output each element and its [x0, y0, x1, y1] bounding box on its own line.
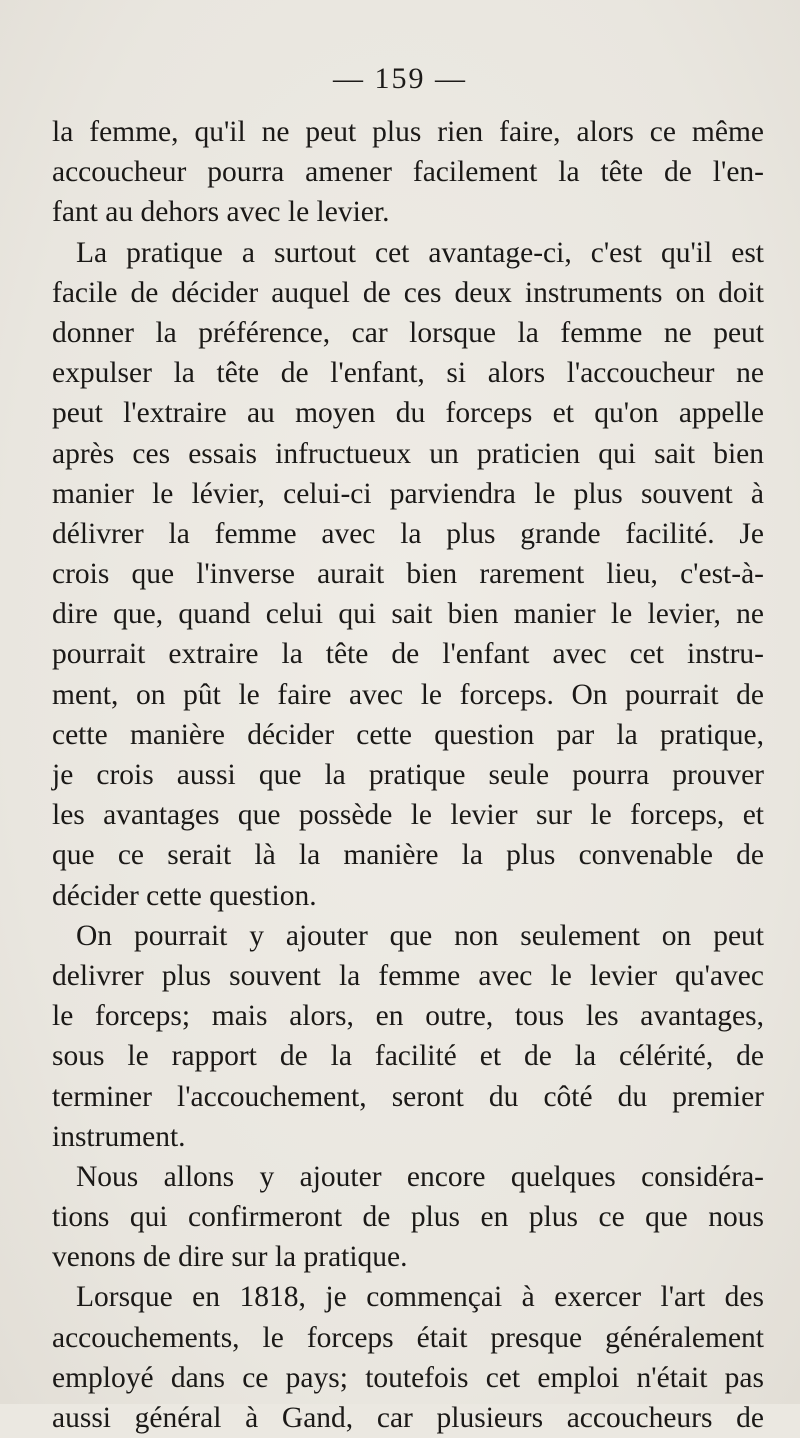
text-line: aussi général à Gand, car plusieurs accoucheurs de — [52, 1402, 764, 1434]
paragraph — [52, 1277, 764, 1438]
paragraph — [52, 112, 764, 233]
text-line: que ce serait là la manière la plus convenable de — [52, 839, 764, 872]
text-line: fant au dehors avec le levier. — [52, 196, 390, 229]
text-line: tions qui confirmeront de plus en plus ce que nous — [52, 1201, 764, 1234]
body-text — [52, 112, 764, 1438]
text-line: donner la préférence, car lorsque la femme ne peut — [52, 316, 764, 349]
text-line: pourrait extraire la tête de l'enfant avec cet instru- — [52, 638, 764, 671]
text-line: La pratique a surtout cet avantage-ci, c'est qu'il est — [76, 236, 764, 269]
text-line: délivrer la femme avec la plus grande facilité. Je — [52, 517, 764, 550]
text-line: accouchements, le forceps était presque généralement — [52, 1321, 764, 1354]
text-line: la femme, qu'il ne peut plus rien faire, alors ce même — [52, 116, 764, 148]
text-line: Lorsque en 1818, je commençai à exercer l'art des — [76, 1281, 764, 1314]
text-line: décider cette question. — [52, 879, 317, 912]
text-line: le forceps; mais alors, en outre, tous les avantages, — [52, 1000, 764, 1033]
text-line: delivrer plus souvent la femme avec le levier qu'avec — [52, 959, 764, 992]
text-line: expulser la tête de l'enfant, si alors l'accoucheur ne — [52, 357, 764, 390]
paragraph — [52, 233, 764, 916]
text-line: cette manière décider cette question par la pratique, — [52, 718, 764, 751]
text-line: employé dans ce pays; toutefois cet emploi n'était pas — [52, 1361, 764, 1394]
text-line: les avantages que possède le levier sur le forceps, et — [52, 799, 764, 832]
page-number: — 159 — — [333, 62, 467, 95]
text-line: après ces essais infructueux un praticien qui sait bien — [52, 437, 764, 470]
text-line: Nous allons y ajouter encore quelques considéra- — [76, 1160, 764, 1193]
text-line: sous le rapport de la facilité et de la célérité, de — [52, 1040, 764, 1073]
text-line: venons de dire sur la pratique. — [52, 1241, 408, 1274]
text-line: ment, on pût le faire avec le forceps. On pourrait de — [52, 678, 764, 711]
text-line: facile de décider auquel de ces deux instruments on doit — [52, 276, 764, 309]
text-line: On pourrait y ajouter que non seulement on peut — [76, 919, 764, 952]
text-line: crois que l'inverse aurait bien rarement lieu, c'est-à- — [52, 558, 764, 591]
text-line: instrument. — [52, 1120, 186, 1153]
text-line: je crois aussi que la pratique seule pourra prouver — [52, 759, 764, 791]
text-line: accoucheur pourra amener facilement la tête de l'en- — [52, 156, 764, 189]
paragraph — [52, 916, 764, 1157]
paragraph — [52, 1157, 764, 1278]
text-line: dire que, quand celui qui sait bien manier le levier, ne — [52, 598, 764, 631]
text-line: terminer l'accouchement, seront du côté du premier — [52, 1080, 764, 1113]
text-line: peut l'extraire au moyen du forceps et qu'on appelle — [52, 397, 764, 430]
text-line: manier le lévier, celui-ci parviendra le plus souvent à — [52, 477, 764, 510]
